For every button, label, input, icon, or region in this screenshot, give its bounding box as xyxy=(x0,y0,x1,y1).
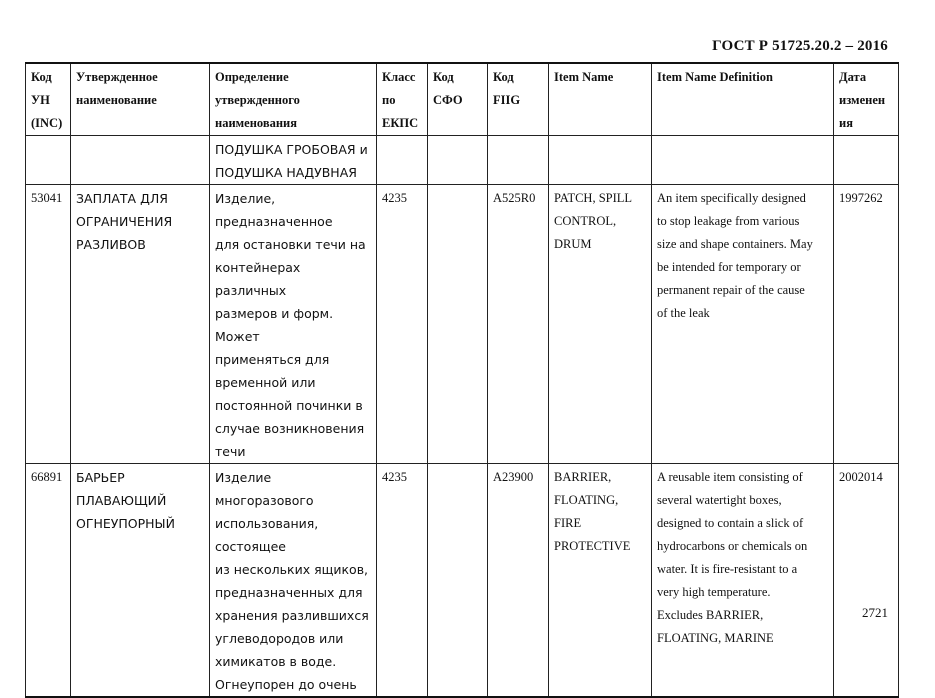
header-class: Класс по ЕКПС xyxy=(377,63,428,136)
header-fiig: Код FIIG xyxy=(488,63,549,136)
cell-inc: 66891 xyxy=(26,464,71,698)
cell-inc: 53041 xyxy=(26,185,71,464)
header-approved-name: Утвержденное наименование xyxy=(71,63,210,136)
header-item-name: Item Name xyxy=(549,63,652,136)
cell-approved-name xyxy=(71,136,210,185)
cell-class xyxy=(377,136,428,185)
header-definition: Определение утвержденного наименования xyxy=(210,63,377,136)
cell-approved-name: ЗАПЛАТА ДЛЯ ОГРАНИЧЕНИЯ РАЗЛИВОВ xyxy=(71,185,210,464)
header-sfo: Код СФО xyxy=(428,63,488,136)
cell-item-definition: A reusable item consisting of several watertight boxes, designed to contain a slick of hydrocarbons or chemicals on water. It is fire-resistant to a very high temperature. Excludes BARRIER, FLOATING, MARINE xyxy=(652,464,834,698)
cell-item-definition: An item specifically designed to stop leakage from various size and shape containers. May be intended for temporary or permanent repair of the cause of the leak xyxy=(652,185,834,464)
cell-sfo xyxy=(428,464,488,698)
cell-sfo xyxy=(428,185,488,464)
cell-definition: ПОДУШКА ГРОБОВАЯ и ПОДУШКА НАДУВНАЯ xyxy=(210,136,377,185)
cell-item-name xyxy=(549,136,652,185)
cell-fiig: A23900 xyxy=(488,464,549,698)
cell-class: 4235 xyxy=(377,185,428,464)
table-row xyxy=(26,185,899,464)
header-date: Дата изменен ия xyxy=(834,63,899,136)
cell-approved-name: БАРЬЕР ПЛАВАЮЩИЙ ОГНЕУПОРНЫЙ xyxy=(71,464,210,698)
cell-item-definition xyxy=(652,136,834,185)
cell-date: 1997262 xyxy=(834,185,899,464)
table-row xyxy=(26,464,899,698)
cell-date: 2002014 xyxy=(834,464,899,698)
cell-item-name: BARRIER, FLOATING, FIRE PROTECTIVE xyxy=(549,464,652,698)
cell-sfo xyxy=(428,136,488,185)
table-row xyxy=(26,136,899,185)
cell-date xyxy=(834,136,899,185)
cell-class: 4235 xyxy=(377,464,428,698)
table-header-row xyxy=(26,63,899,136)
document-standard-title: ГОСТ Р 51725.20.2 – 2016 xyxy=(712,38,888,54)
cell-inc xyxy=(26,136,71,185)
cell-definition: Изделие, предназначенное для остановки течи на контейнерах различных размеров и форм. Может применяться для временной или постоянной починки в случае возникновения течи xyxy=(210,185,377,464)
header-item-definition: Item Name Definition xyxy=(652,63,834,136)
cell-definition: Изделие многоразового использования, состоящее из нескольких ящиков, предназначенных для хранения разлившихся углеводородов или химикатов в воде. Огнеупорен до очень xyxy=(210,464,377,698)
page-number: 2721 xyxy=(862,605,888,620)
cell-item-name: PATCH, SPILL CONTROL, DRUM xyxy=(549,185,652,464)
cell-fiig: A525R0 xyxy=(488,185,549,464)
catalog-table xyxy=(25,62,899,698)
header-inc: Код УН (INC) xyxy=(26,63,71,136)
cell-fiig xyxy=(488,136,549,185)
